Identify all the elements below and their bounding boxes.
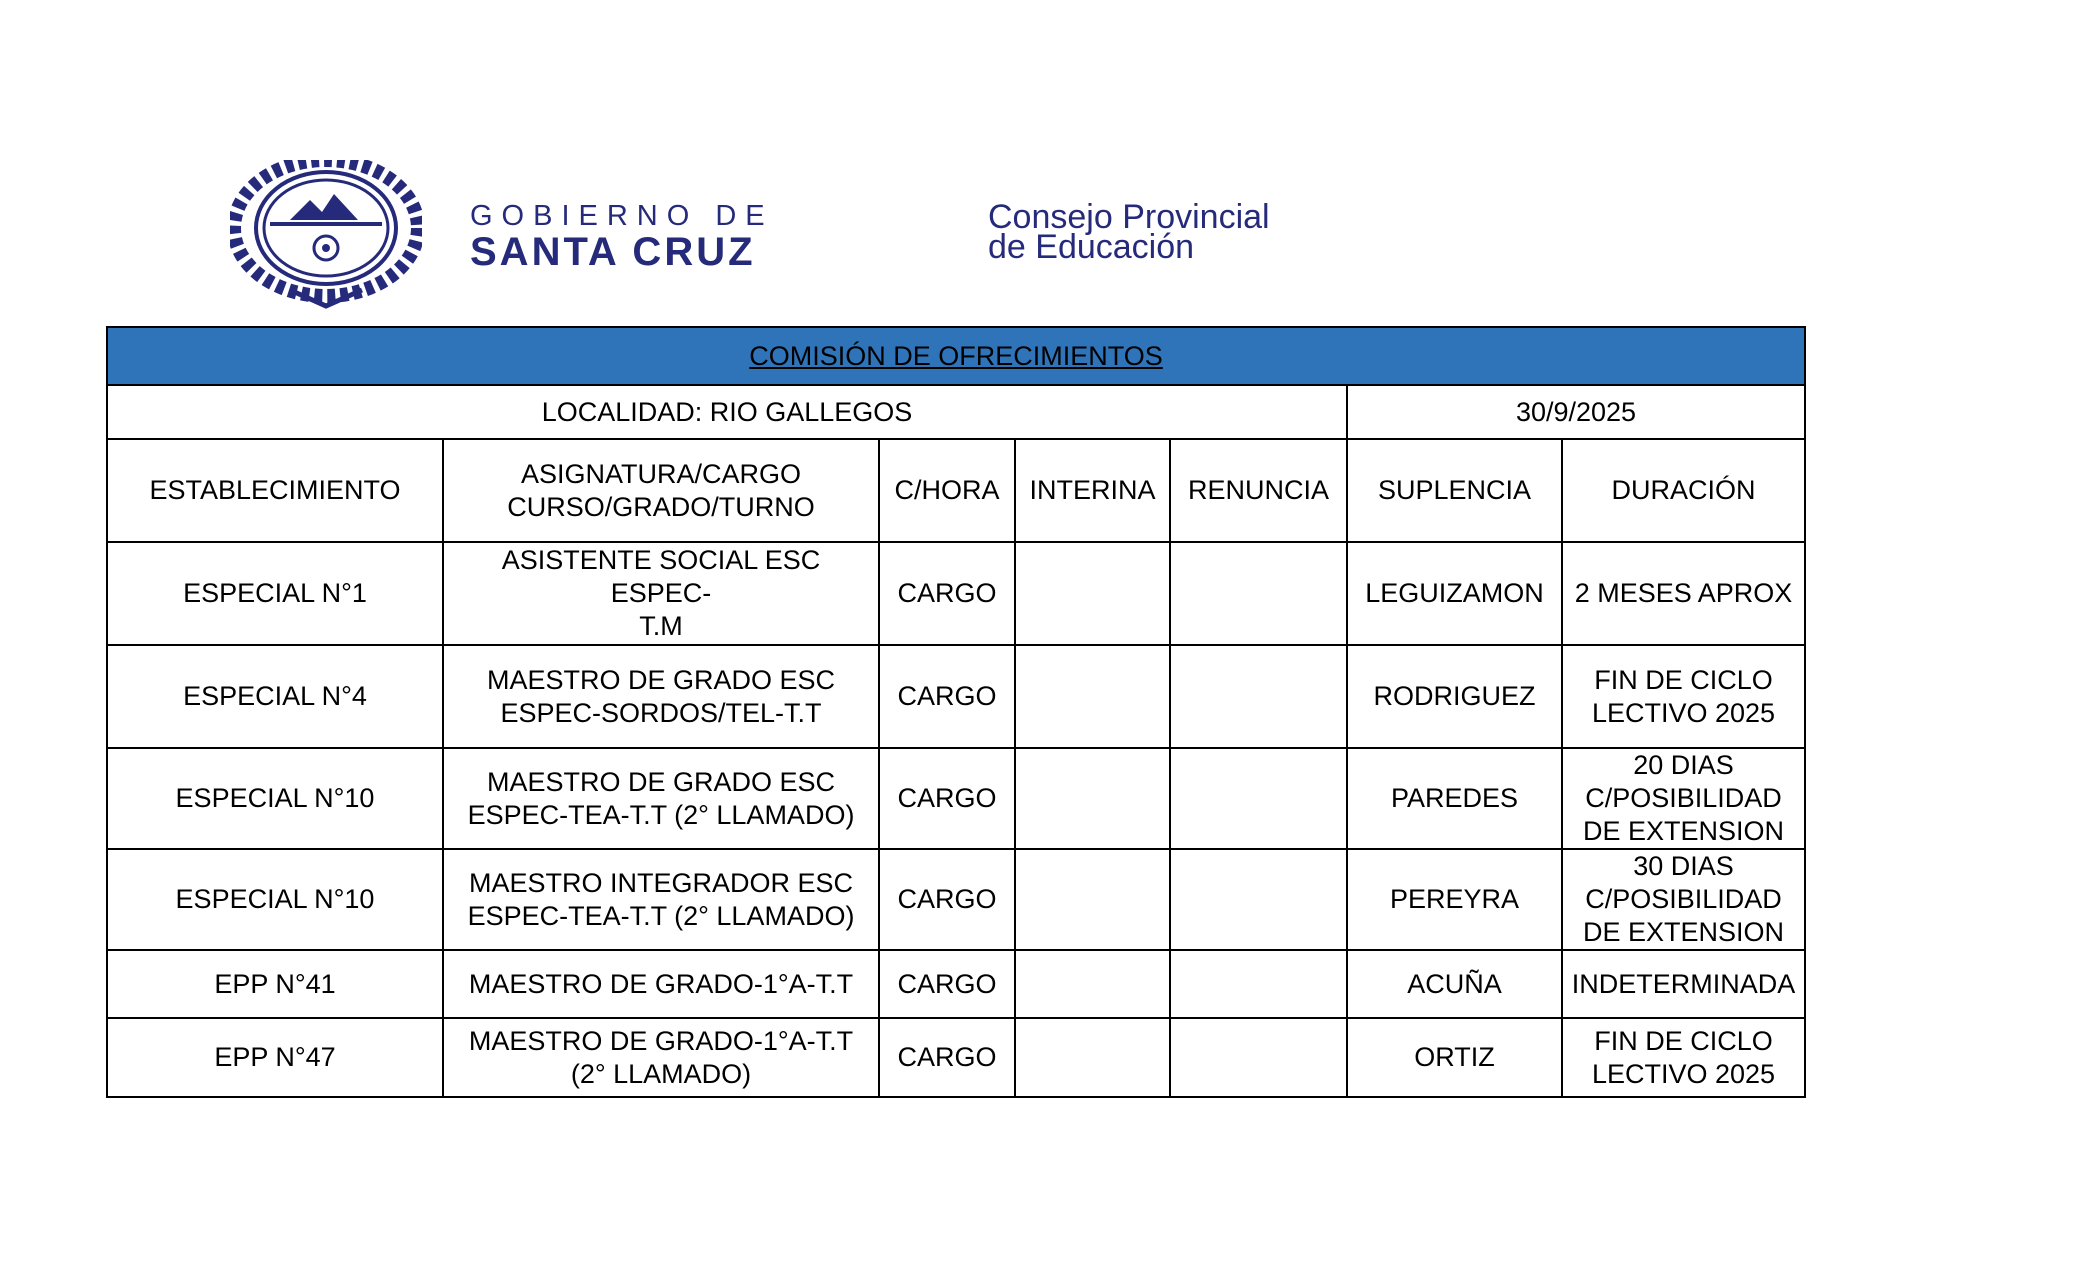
government-wordmark [470, 200, 774, 272]
gov-line1: GOBIERNO DE [470, 200, 774, 232]
date: 30/9/2025 [1347, 385, 1805, 439]
table-cell [1170, 950, 1347, 1018]
table-cell [1015, 1018, 1170, 1097]
gov-line2: SANTA CRUZ [470, 230, 756, 274]
table-cell: CARGO [879, 645, 1015, 748]
table-cell [1170, 1018, 1347, 1097]
table-cell [1170, 542, 1347, 645]
page-title: COMISIÓN DE OFRECIMIENTOS [107, 327, 1805, 385]
table-row [107, 645, 1805, 748]
table-cell: MAESTRO DE GRADO ESC ESPEC-TEA-T.T (2° LLAMADO) [443, 748, 879, 849]
table-cell: PEREYRA [1347, 849, 1562, 950]
table-cell: CARGO [879, 1018, 1015, 1097]
column-header: DURACIÓN [1562, 439, 1805, 542]
table-row [107, 849, 1805, 950]
table-cell: CARGO [879, 542, 1015, 645]
table-cell [1170, 645, 1347, 748]
table-cell: ESPECIAL N°1 [107, 542, 443, 645]
table-cell: MAESTRO DE GRADO-1°A-T.T [443, 950, 879, 1018]
table-cell: LEGUIZAMON [1347, 542, 1562, 645]
table-cell [1015, 542, 1170, 645]
offers-table [106, 326, 1806, 1098]
table-cell [1170, 849, 1347, 950]
table-cell: 20 DIAS C/POSIBILIDAD DE EXTENSION [1562, 748, 1805, 849]
table-cell: ESPECIAL N°4 [107, 645, 443, 748]
table-cell [1015, 645, 1170, 748]
table-cell: 30 DIAS C/POSIBILIDAD DE EXTENSION [1562, 849, 1805, 950]
column-header: INTERINA [1015, 439, 1170, 542]
column-header: RENUNCIA [1170, 439, 1347, 542]
council-wordmark [988, 198, 1270, 266]
localidad: LOCALIDAD: RIO GALLEGOS [107, 385, 1347, 439]
table-row [107, 950, 1805, 1018]
column-header: ASIGNATURA/CARGO CURSO/GRADO/TURNO [443, 439, 879, 542]
table-cell: 2 MESES APROX [1562, 542, 1805, 645]
table-cell: EPP N°47 [107, 1018, 443, 1097]
table-row [107, 1018, 1805, 1097]
table-cell: FIN DE CICLO LECTIVO 2025 [1562, 1018, 1805, 1097]
table-cell: ESPECIAL N°10 [107, 849, 443, 950]
council-line2: de Educación [988, 228, 1195, 266]
table-cell: CARGO [879, 748, 1015, 849]
table-cell [1170, 748, 1347, 849]
table-cell [1015, 950, 1170, 1018]
council-line1: Consejo Provincial [988, 198, 1270, 236]
province-seal-icon [230, 160, 422, 310]
column-header: SUPLENCIA [1347, 439, 1562, 542]
table-cell: EPP N°41 [107, 950, 443, 1018]
table-cell: RODRIGUEZ [1347, 645, 1562, 748]
table-cell: PAREDES [1347, 748, 1562, 849]
table-cell: INDETERMINADA [1562, 950, 1805, 1018]
table-cell [1015, 748, 1170, 849]
table-cell: MAESTRO DE GRADO ESC ESPEC-SORDOS/TEL-T.T [443, 645, 879, 748]
table-cell: ACUÑA [1347, 950, 1562, 1018]
column-header: ESTABLECIMIENTO [107, 439, 443, 542]
table-cell: FIN DE CICLO LECTIVO 2025 [1562, 645, 1805, 748]
column-header: C/HORA [879, 439, 1015, 542]
table-row [107, 542, 1805, 645]
table-cell: MAESTRO DE GRADO-1°A-T.T (2° LLAMADO) [443, 1018, 879, 1097]
table-cell: MAESTRO INTEGRADOR ESC ESPEC-TEA-T.T (2° LLAMADO) [443, 849, 879, 950]
header-logos [230, 160, 1430, 310]
table-cell: ESPECIAL N°10 [107, 748, 443, 849]
table-cell [1015, 849, 1170, 950]
table-cell: CARGO [879, 849, 1015, 950]
table-cell: ASISTENTE SOCIAL ESC ESPEC- T.M [443, 542, 879, 645]
table-cell: CARGO [879, 950, 1015, 1018]
table-cell: ORTIZ [1347, 1018, 1562, 1097]
table-row [107, 748, 1805, 849]
